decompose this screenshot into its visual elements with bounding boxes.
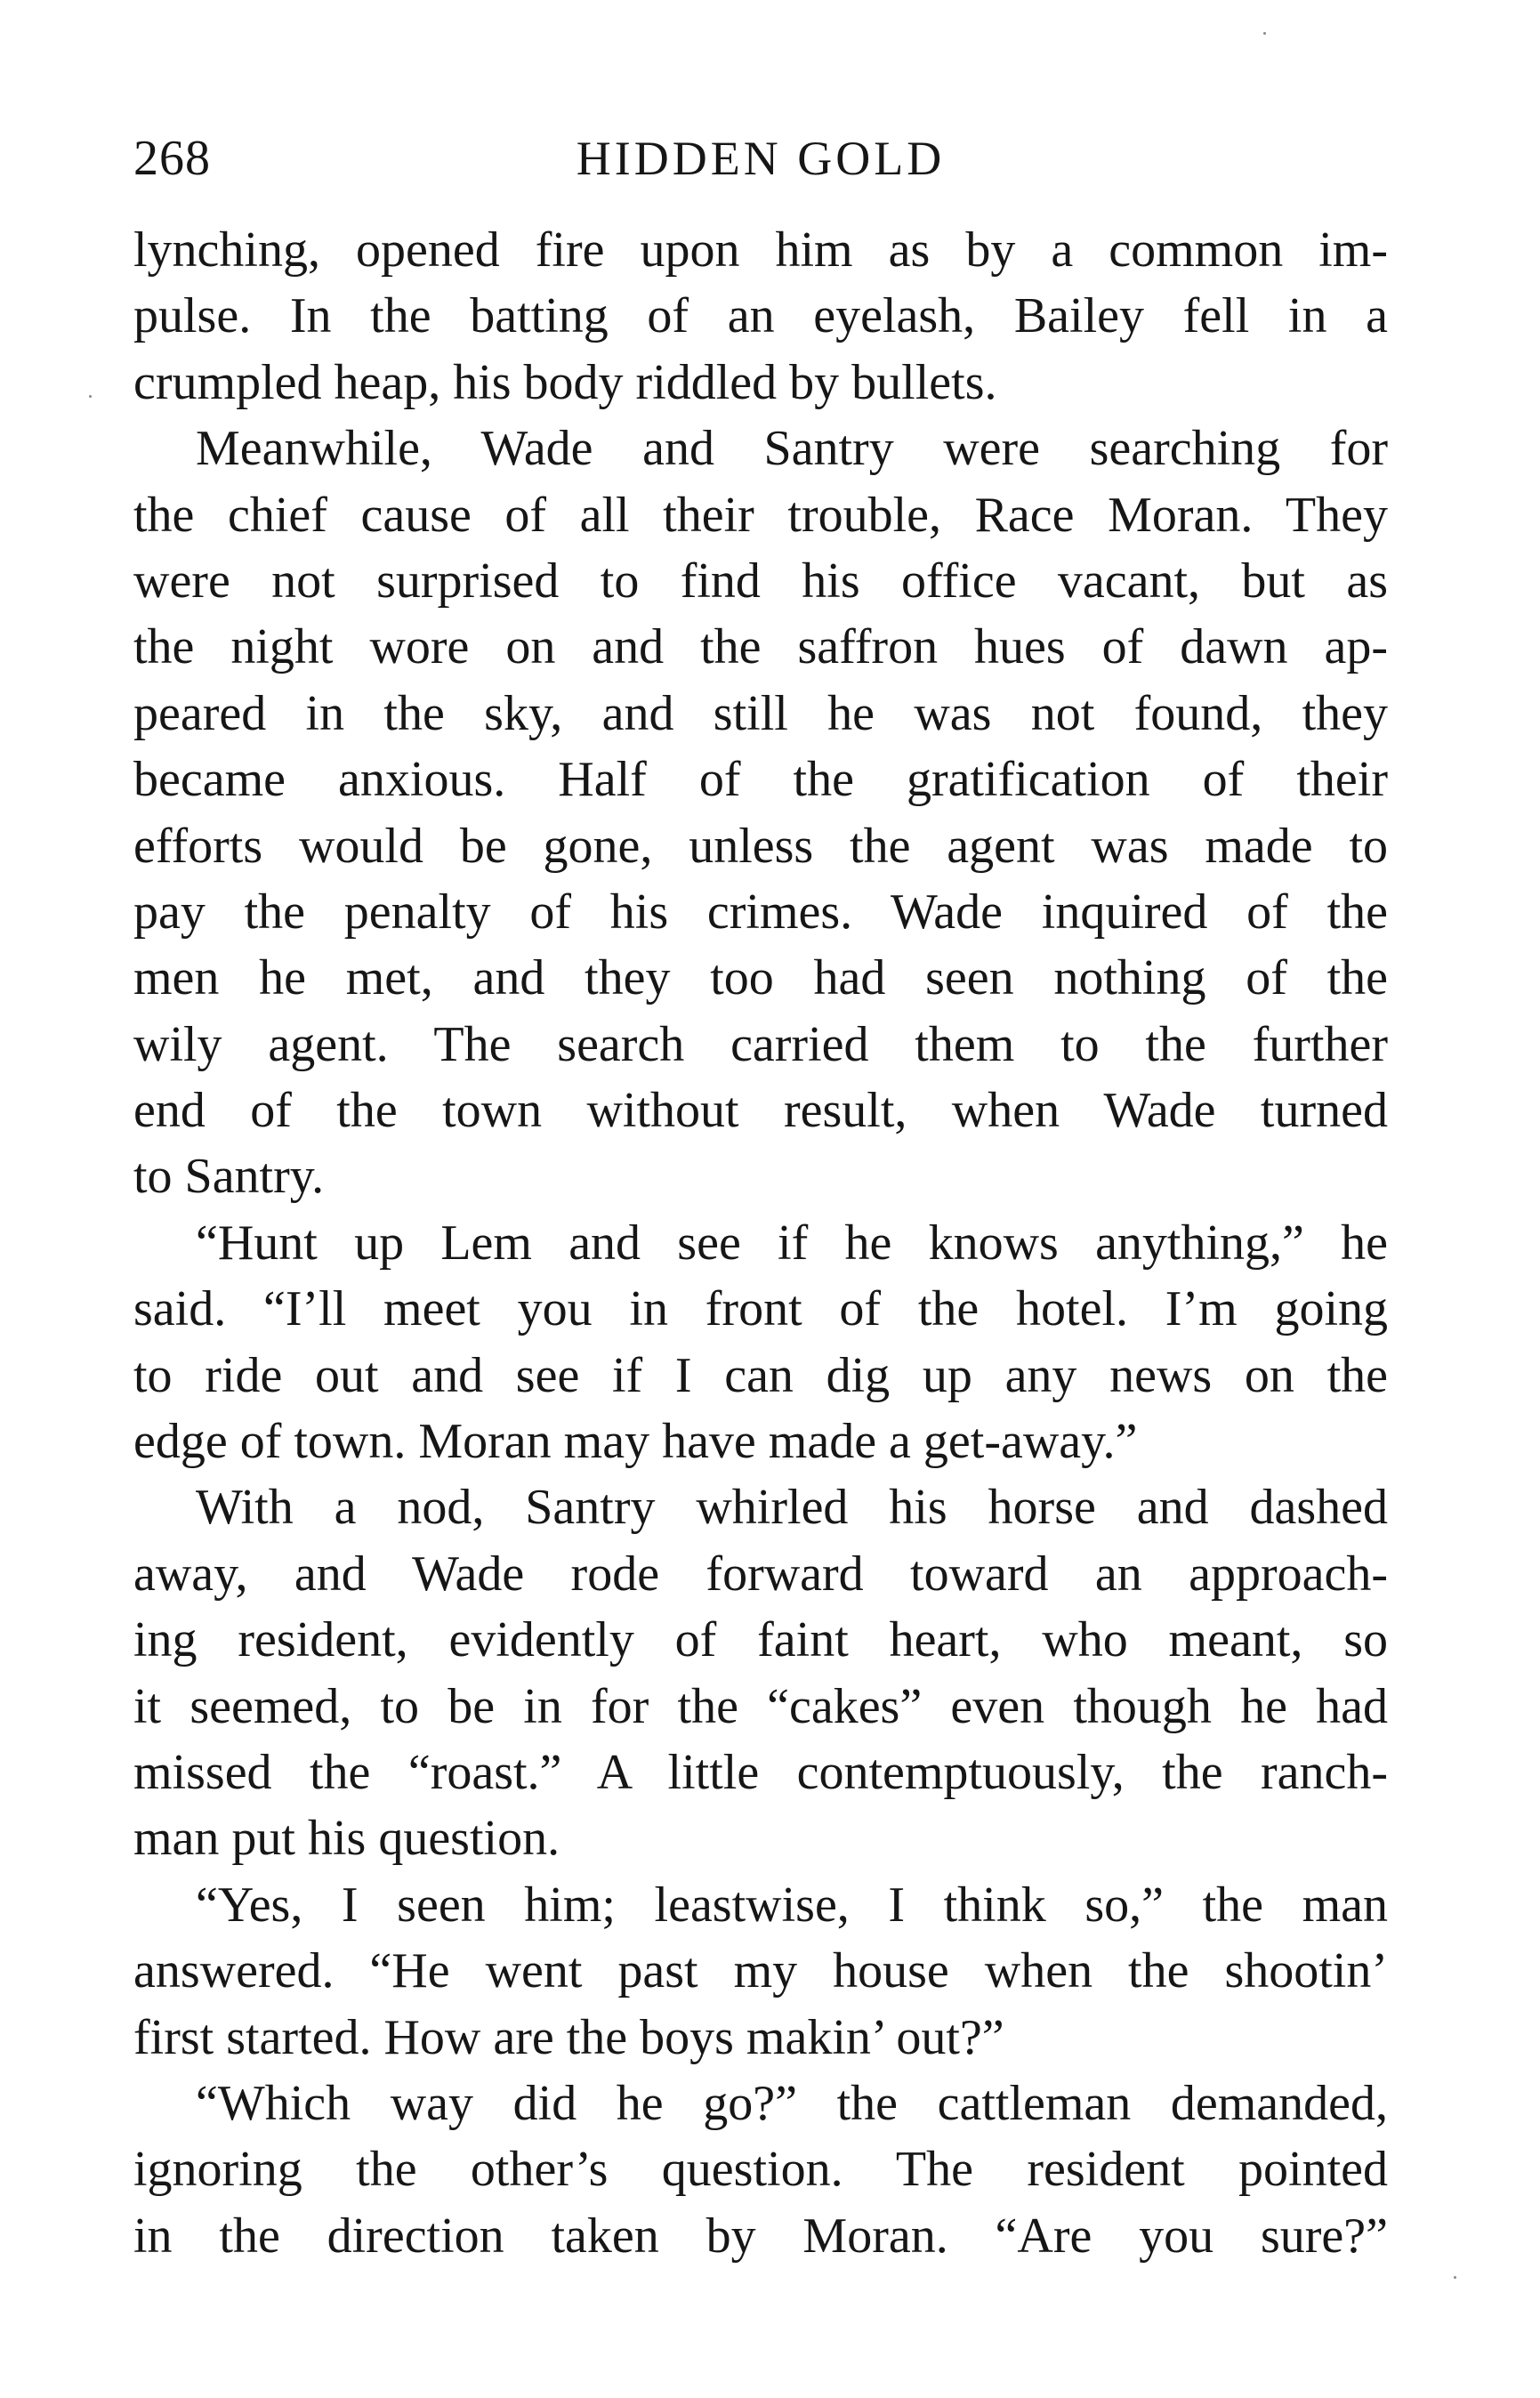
text-line: became anxious. Half of the gratification of their — [133, 752, 1388, 808]
text-line: pay the penalty of his crimes. Wade inquired of the — [133, 884, 1388, 940]
text-line: the night wore on and the saffron hues of dawn ap- — [133, 619, 1388, 675]
text-line: ignoring the other’s question. The resident pointed — [133, 2142, 1388, 2198]
page-number: 268 — [133, 131, 211, 186]
text-line: in the direction taken by Moran. “Are you sure?” — [133, 2208, 1388, 2264]
text-line: it seemed, to be in for the “cakes” even though he had — [133, 1678, 1388, 1734]
text-line: pulse. In the batting of an eyelash, Bailey fell in a — [133, 288, 1388, 344]
text-line: away, and Wade rode forward toward an approach- — [133, 1546, 1388, 1602]
text-line: edge of town. Moran may have made a get-away.” — [133, 1414, 1138, 1470]
text-line: ing resident, evidently of faint heart, who meant, so — [133, 1612, 1388, 1668]
text-line: the chief cause of all their trouble, Race Moran. They — [133, 487, 1388, 543]
text-line: answered. “He went past my house when the shootin’ — [133, 1943, 1388, 1999]
text-line: said. “I’ll meet you in front of the hotel. I’m going — [133, 1281, 1388, 1337]
text-line: missed the “roast.” A little contemptuously, the ranch- — [133, 1744, 1388, 1800]
running-head: HIDDEN GOLD — [576, 132, 946, 185]
text-line: to Santry. — [133, 1149, 325, 1205]
text-line: peared in the sky, and still he was not found, they — [133, 685, 1388, 741]
body-text — [133, 217, 1388, 2269]
text-line: “Hunt up Lem and see if he knows anything,” he — [196, 1215, 1388, 1271]
text-line: to ride out and see if I can dig up any news on the — [133, 1347, 1388, 1403]
page-header — [133, 123, 1388, 194]
text-line: efforts would be gone, unless the agent was made to — [133, 818, 1388, 874]
scan-speck — [89, 395, 92, 398]
text-line: Meanwhile, Wade and Santry were searching for — [196, 421, 1388, 477]
text-line: “Which way did he go?” the cattleman demanded, — [196, 2075, 1388, 2131]
text-line: With a nod, Santry whirled his horse and dashed — [196, 1480, 1388, 1536]
text-line: lynching, opened fire upon him as by a common im- — [133, 222, 1388, 278]
text-line: men he met, and they too had seen nothing of the — [133, 950, 1388, 1006]
scan-speck — [1263, 32, 1266, 35]
text-line: man put his question. — [133, 1811, 560, 1867]
text-line: first started. How are the boys makin’ out?” — [133, 2009, 1004, 2065]
text-line: end of the town without result, when Wade turned — [133, 1083, 1388, 1139]
text-line: crumpled heap, his body riddled by bullets. — [133, 354, 997, 410]
text-line: were not surprised to find his office vacant, but as — [133, 553, 1388, 609]
text-line: wily agent. The search carried them to the further — [133, 1016, 1388, 1072]
scan-speck — [1454, 2276, 1456, 2279]
text-line: “Yes, I seen him; leastwise, I think so,” the man — [196, 1877, 1388, 1933]
